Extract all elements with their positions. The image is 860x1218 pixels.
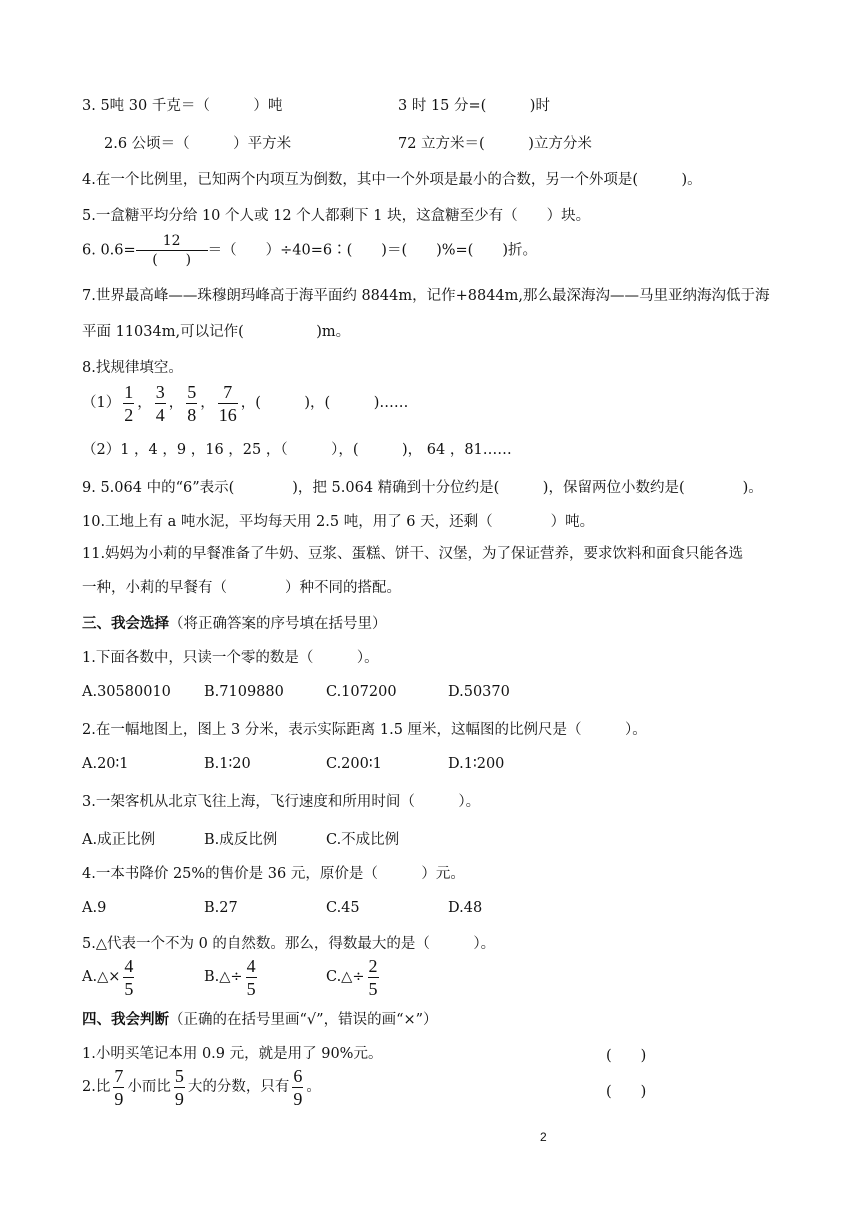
- judge-2-answer-box: ( ): [606, 1084, 647, 1100]
- part-1-label: （1）: [82, 395, 121, 411]
- option-fraction: $\frac{4}{5}$: [246, 955, 256, 999]
- choice-1-question: 1.下面各数中，只读一个零的数是（ ）。: [82, 650, 379, 666]
- question-6-lead: 6. 0.6=: [82, 242, 136, 259]
- section-3-title: 三、我会选择: [82, 615, 169, 632]
- judge-fraction: $\frac{5}{9}$: [174, 1065, 184, 1109]
- choice-option: C.107200: [326, 684, 397, 700]
- section-3-hint: （将正确答案的序号填在括号里）: [169, 616, 387, 632]
- choice-option: A.成正比例: [82, 832, 156, 848]
- choice-option: D.1∶200: [448, 756, 505, 772]
- choice-option: A.△× $\frac{4}{5}$: [82, 955, 134, 999]
- choice-option: A.9: [82, 900, 107, 916]
- sequence-fraction: $\frac{7}{16}$: [218, 381, 237, 425]
- judge-fraction: $\frac{7}{9}$: [114, 1065, 124, 1109]
- section-3-heading: [82, 614, 387, 634]
- question-8-part-2: （2）1 ，4 ，9 ，16 ，25 ，（ ），( )， 64 ，81……: [82, 442, 512, 458]
- question-5: 5.一盒糖平均分给 10 个人或 12 个人都剩下 1 块，这盒糖至少有（ ）块。: [82, 208, 591, 224]
- sequence-fraction: $\frac{3}{4}$: [155, 381, 165, 425]
- question-10: 10.工地上有 a 吨水泥，平均每天用 2.5 吨，用了 6 天，还剩（ ）吨。: [82, 514, 595, 530]
- choice-option: C.200∶1: [326, 756, 382, 772]
- judge-fraction: $\frac{6}{9}$: [293, 1065, 303, 1109]
- judge-1-answer-box: ( ): [606, 1048, 647, 1064]
- option-fraction: $\frac{2}{5}$: [368, 955, 378, 999]
- judge-1-question: 1.小明买笔记本用 0.9 元，就是用了 90%元。: [82, 1046, 383, 1062]
- question-6-fraction: [136, 232, 208, 269]
- choice-option: C.45: [326, 900, 360, 916]
- question-11-line-1: 11.妈妈为小莉的早餐准备了牛奶、豆浆、蛋糕、饼干、汉堡，为了保证营养，要求饮料和面食只能各选: [82, 546, 744, 562]
- section-4-heading: [82, 1010, 438, 1030]
- judge-2-question: 2.比 $\frac{7}{9}$ 小而比 $\frac{5}{9}$ 大的分数，只有 $\frac{6}{9}$ 。: [82, 1065, 321, 1109]
- question-11-line-2: 一种，小莉的早餐有（ ）种不同的搭配。: [82, 580, 401, 596]
- section-4-title: 四、我会判断: [82, 1011, 169, 1028]
- choice-option: C.不成比例: [326, 832, 400, 848]
- question-4: 4.在一个比例里，已知两个内项互为倒数，其中一个外项是最小的合数，另一个外项是( )。: [82, 172, 702, 188]
- question-8-title: 8.找规律填空。: [82, 360, 183, 376]
- choice-option: D.48: [448, 900, 483, 916]
- q3-c: 2.6 公顷＝（ ）平方米: [104, 136, 292, 152]
- question-6-rest: ＝（ ）÷40=6∶( )＝( )%=( )折。: [207, 242, 537, 259]
- choice-option: B.7109880: [204, 684, 284, 700]
- fraction-numerator: 12: [136, 232, 208, 251]
- question-6: [82, 232, 537, 269]
- choice-2-question: 2.在一幅地图上，图上 3 分米，表示实际距离 1.5 厘米，这幅图的比例尺是（ ）。: [82, 722, 647, 738]
- question-8-part-1: （1） $\frac{1}{2}$ ， $\frac{3}{4}$ ， $\frac{5}{8}$ ， $\frac{7}{16}$ ，( )，( )……: [82, 381, 409, 425]
- choice-option: B.△÷ $\frac{4}{5}$: [204, 955, 256, 999]
- question-9: 9. 5.064 中的“6”表示( )，把 5.064 精确到十分位约是( )，保留两位小数约是( )。: [82, 480, 763, 496]
- part-1-tail: ，( )，( )……: [240, 395, 409, 411]
- section-4-hint: （正确的在括号里画“√”，错误的画“×”）: [169, 1012, 438, 1028]
- q3-a: 3. 5吨 30 千克＝（ ）吨: [82, 98, 283, 114]
- question-7-line-1: 7.世界最高峰——珠穆朗玛峰高于海平面约 8844m，记作+8844m,那么最深海沟——马里亚纳海沟低于海: [82, 288, 770, 304]
- choice-option: D.50370: [448, 684, 510, 700]
- sequence-fraction: $\frac{5}{8}$: [187, 381, 197, 425]
- choice-option: B.成反比例: [204, 832, 278, 848]
- choice-option: C.△÷ $\frac{2}{5}$: [326, 955, 378, 999]
- choice-4-question: 4.一本书降价 25%的售价是 36 元，原价是（ ）元。: [82, 866, 465, 882]
- choice-option: B.1∶20: [204, 756, 251, 772]
- choice-option: A.30580010: [82, 684, 171, 700]
- q3-b: 3 时 15 分=( )时: [398, 98, 550, 114]
- page-number: 2: [540, 1130, 547, 1144]
- question-7-line-2: 平面 11034m,可以记作( )m。: [82, 324, 351, 340]
- choice-option: B.27: [204, 900, 238, 916]
- choice-5-question: 5.△代表一个不为 0 的自然数。那么，得数最大的是（ ）。: [82, 936, 496, 952]
- option-fraction: $\frac{4}{5}$: [124, 955, 134, 999]
- choice-3-question: 3.一架客机从北京飞往上海，飞行速度和所用时间（ ）。: [82, 794, 481, 810]
- choice-option: A.20∶1: [82, 756, 129, 772]
- sequence-fraction: $\frac{1}{2}$: [124, 381, 134, 425]
- q3-d: 72 立方米＝( )立方分米: [398, 136, 592, 152]
- fraction-denominator: ( ): [152, 252, 192, 268]
